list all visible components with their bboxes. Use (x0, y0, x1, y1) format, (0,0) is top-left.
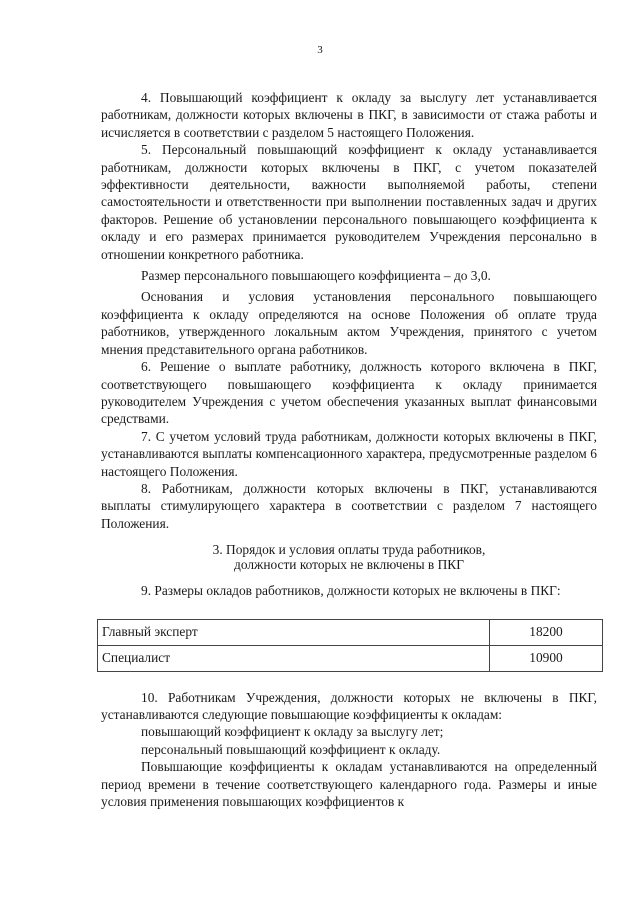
paragraph-7: 7. С учетом условий труда работникам, должности которых включены в ПКГ, устанавливаются выплаты компенсационного характера, предусмотренные разделом 6 настоящего Положения. (101, 428, 597, 479)
section-heading-line1: 3. Порядок и условия оплаты труда работников, (212, 542, 486, 558)
section-heading (101, 542, 597, 572)
salary-cell: 10900 (490, 645, 603, 671)
paragraph-8: 8. Работникам, должности которых включены в ПКГ, устанавливаются выплаты стимулирующего характера в соответствии с разделом 7 настоящего Положения. (101, 480, 597, 531)
document-body (101, 89, 597, 810)
section-heading-line2: должности которых не включены в ПКГ (234, 557, 464, 573)
paragraph-10: 10. Работникам Учреждения, должности которых не включены в ПКГ, устанавливаются следующие повышающие коэффициенты к окладам: (101, 689, 597, 722)
table-row (98, 619, 603, 645)
page-number: 3 (317, 44, 323, 56)
paragraph-5: 5. Персональный повышающий коэффициент к окладу устанавливается работникам, должности которых включены в ПКГ, с учетом показателей эффективности деятельности, важности выполняемой работы, степени самостоятельности и ответственности при выполнении поставленных задач и других факторов. Решение об установлении персонального повышающего коэффициента к окладу и его размерах принимается руководителем Учреждения персонально в отношении конкретного работника. (101, 142, 597, 262)
paragraph-10-item-2: персональный повышающий коэффициент к окладу. (141, 741, 441, 757)
salary-table (97, 619, 603, 672)
paragraph-5-size: Размер персонального повышающего коэффициента – до 3,0. (141, 268, 491, 284)
paragraph-10-item-1: повышающий коэффициент к окладу за выслугу лет; (141, 724, 444, 740)
paragraph-9: 9. Размеры окладов работников, должности которых не включены в ПКГ: (141, 583, 561, 599)
paragraph-10-tail: Повышающие коэффициенты к окладам устанавливаются на определенный период времени в течение соответствующего календарного года. Размеры и иные условия применения повышающих коэффициентов к (101, 759, 597, 809)
paragraph-4: 4. Повышающий коэффициент к окладу за выслугу лет устанавливается работникам, должности которых включены в ПКГ, в зависимости от стажа работы и исчисляется в соответствии с разделом 5 настоящего Положения. (101, 90, 597, 140)
paragraph-5-basis: Основания и условия установления персонального повышающего коэффициента к окладу определяются на основе Положения об оплате труда работников, утвержденного локальным актом Учреждения, принятого с учетом мнения представительного органа работников. (101, 289, 597, 357)
salary-cell: 18200 (490, 619, 603, 645)
table-row (98, 645, 603, 671)
position-cell: Специалист (98, 645, 490, 671)
paragraph-6: 6. Решение о выплате работнику, должность которого включена в ПКГ, соответствующего повышающего коэффициента к окладу принимается руководителем Учреждения с учетом обеспечения указанных выплат финансовыми средствами. (101, 359, 597, 427)
position-cell: Главный эксперт (98, 619, 490, 645)
